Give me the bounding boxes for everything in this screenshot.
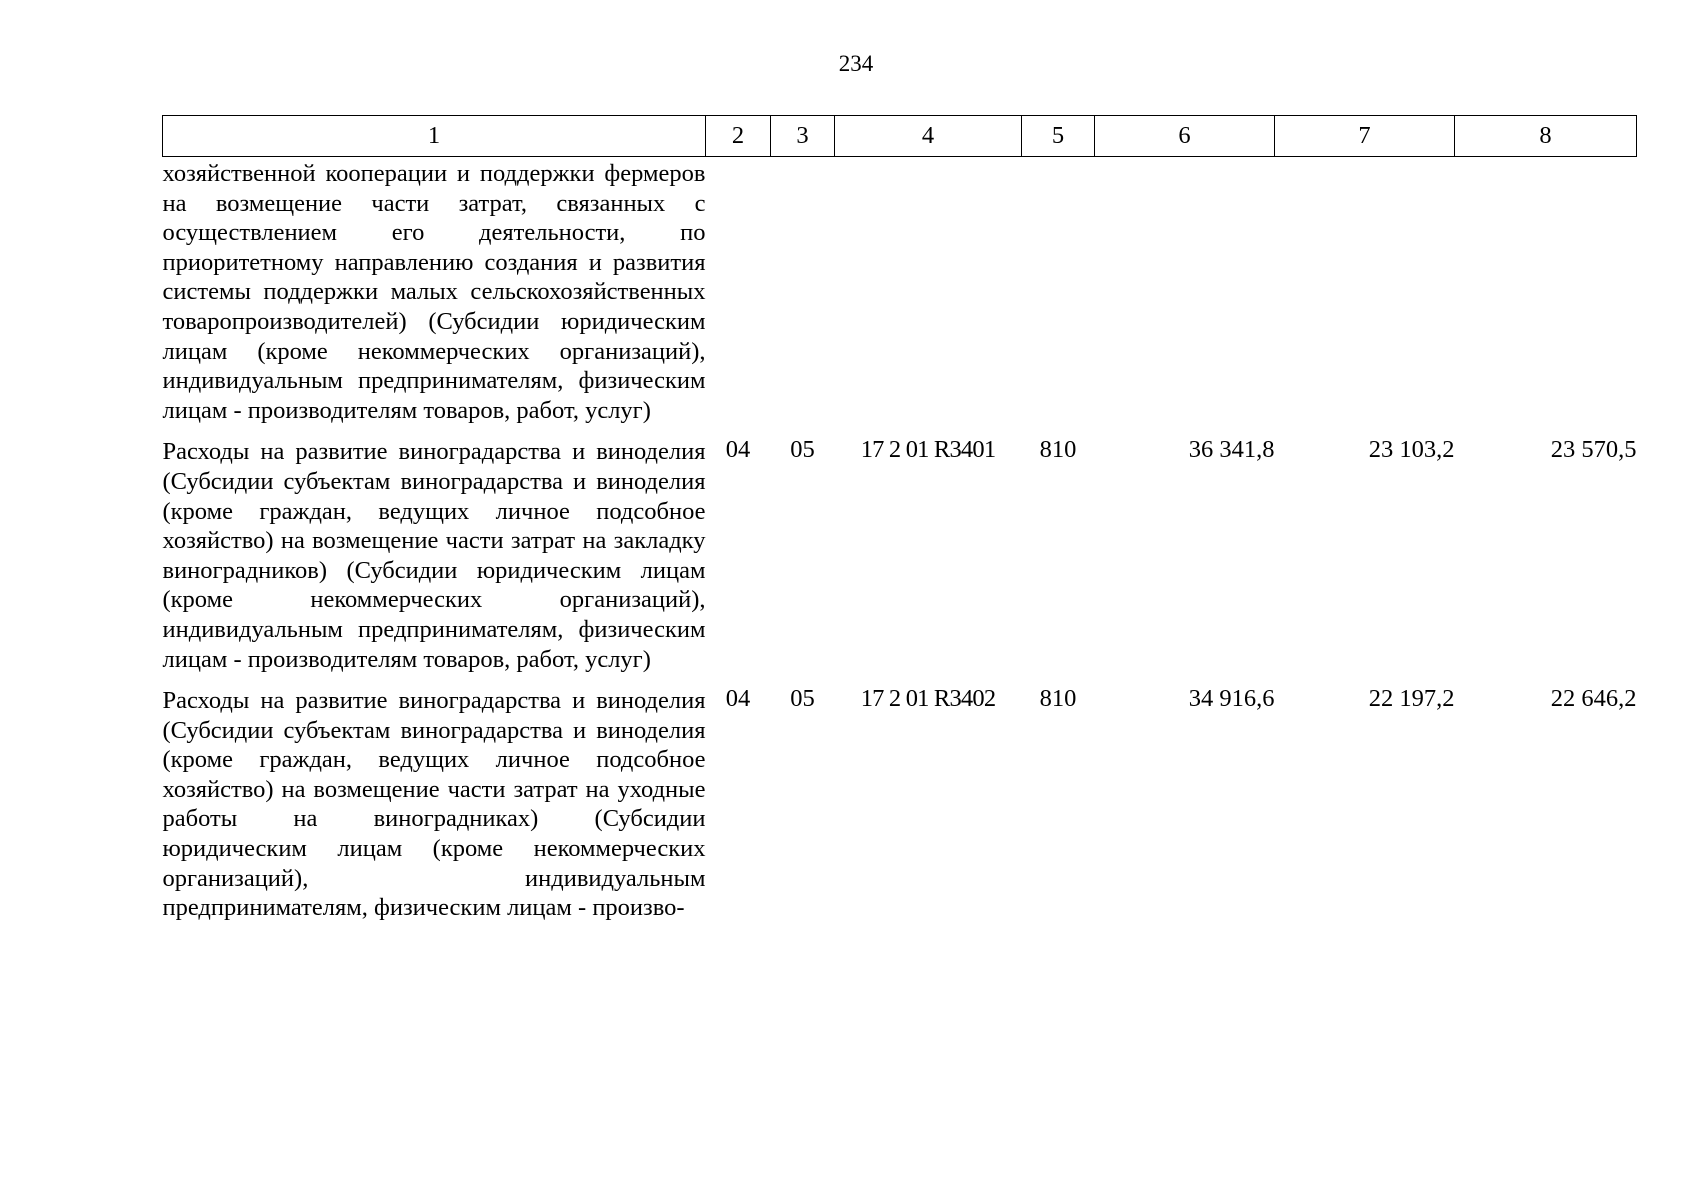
row-cell-empty bbox=[706, 157, 771, 436]
row-target-article-code: 17 2 01 R3402 bbox=[860, 685, 996, 713]
row-section-code: 04 bbox=[725, 436, 751, 464]
column-header-1: 1 bbox=[163, 116, 706, 157]
column-header-2: 2 bbox=[706, 116, 771, 157]
row-amount-col8: 22 646,2 bbox=[1550, 685, 1637, 713]
row-description: хозяйственной кооперации и поддержки фермеров на возмещение части затрат, связанных с осуществлением его деятельности, по приоритетному направлению создания и развития системы поддержки малых сельскохозяйственных товаропроизводителей) (Субсидии юридическим лицам (кроме некоммерческих организаций), индивидуальным предпринимателям, физическим лицам - производителям товаров, работ, услуг) bbox=[162, 160, 706, 424]
column-header-5: 5 bbox=[1022, 116, 1095, 157]
row-section-code: 04 bbox=[725, 685, 751, 713]
row-subsection-code: 05 bbox=[790, 436, 815, 464]
column-header-8: 8 bbox=[1455, 116, 1637, 157]
row-cell-empty bbox=[1022, 157, 1095, 436]
row-cell-empty bbox=[1275, 157, 1455, 436]
column-header-7: 7 bbox=[1275, 116, 1455, 157]
row-amount-col7: 22 197,2 bbox=[1368, 685, 1455, 713]
table-header-row bbox=[163, 116, 1637, 157]
column-header-6: 6 bbox=[1095, 116, 1275, 157]
row-target-article-code: 17 2 01 R3401 bbox=[860, 436, 996, 464]
table-row bbox=[163, 435, 1637, 684]
row-cell-empty bbox=[835, 157, 1022, 436]
table-row bbox=[163, 684, 1637, 933]
page-number: 234 bbox=[838, 51, 874, 76]
table-row-continuation bbox=[163, 157, 1637, 436]
row-amount-col7: 23 103,2 bbox=[1368, 436, 1455, 464]
row-amount-col6: 34 916,6 bbox=[1188, 685, 1275, 713]
row-amount-col6: 36 341,8 bbox=[1188, 436, 1275, 464]
row-subsection-code: 05 bbox=[790, 685, 815, 713]
row-cell-empty bbox=[1095, 157, 1275, 436]
budget-table bbox=[162, 115, 1637, 933]
row-cell-empty bbox=[1455, 157, 1637, 436]
column-header-4: 4 bbox=[835, 116, 1022, 157]
row-description: Расходы на развитие виноградарства и виноделия (Субсидии субъектам виноградарства и виноделия (кроме граждан, ведущих личное подсобное хозяйство) на возмещение части затрат на закладку виноградников) (Субсидии юридическим лицам (кроме некоммерческих организаций), индивидуальным предпринимателям, физическим лицам - производителям товаров, работ, услуг) bbox=[162, 438, 706, 673]
row-expense-type-code: 810 bbox=[1039, 436, 1077, 464]
row-amount-col8: 23 570,5 bbox=[1550, 436, 1637, 464]
row-cell-empty bbox=[771, 157, 835, 436]
row-description: Расходы на развитие виноградарства и виноделия (Субсидии субъектам виноградарства и виноделия (кроме граждан, ведущих личное подсобное хозяйство) на возмещение части затрат на уходные работы на виноградниках) (Субсидии юридическим лицам (кроме некоммерческих организаций), индивидуальным предпринимателям, физическим лицам - произво- bbox=[162, 687, 706, 922]
column-header-3: 3 bbox=[771, 116, 835, 157]
row-expense-type-code: 810 bbox=[1039, 685, 1077, 713]
